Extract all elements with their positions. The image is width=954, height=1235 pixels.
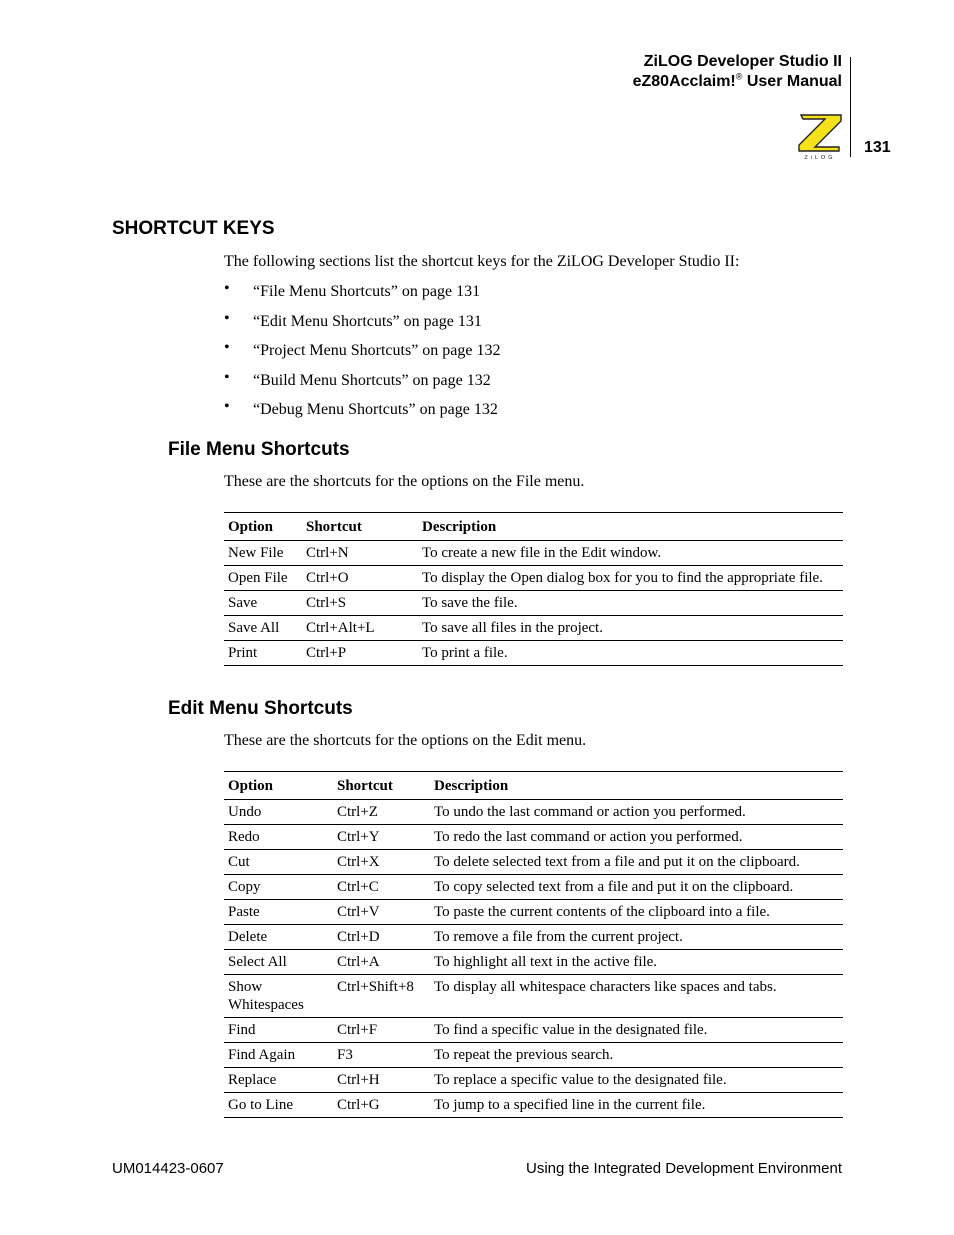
column-header: Option [224,513,302,541]
shortcut-cell: Ctrl+A [333,950,430,975]
option-cell: Find [224,1018,333,1043]
shortcut-cell: Ctrl+X [333,850,430,875]
list-item[interactable]: • “Debug Menu Shortcuts” on page 132 [224,398,498,419]
bullet-icon: • [224,339,230,357]
description-cell: To jump to a specified line in the current file. [430,1093,843,1118]
option-cell: Save All [224,616,302,641]
document-header [633,52,842,92]
list-item[interactable]: • “File Menu Shortcuts” on page 131 [224,280,481,300]
list-item[interactable]: • “Edit Menu Shortcuts” on page 131 [224,309,482,330]
header-product-title: ZiLOG Developer Studio II [643,53,842,70]
option-cell: Find Again [224,1043,333,1068]
page-number: 131 [864,139,891,156]
shortcut-cell: Ctrl+S [302,591,418,616]
section-intro: The following sections list the shortcut keys for the ZiLOG Developer Studio II: [224,253,740,270]
description-cell: To undo the last command or action you performed. [430,800,843,825]
option-cell: Save [224,591,302,616]
option-cell: Go to Line [224,1093,333,1118]
list-item[interactable]: • “Build Menu Shortcuts” on page 132 [224,368,491,389]
shortcut-cell: Ctrl+G [333,1093,430,1118]
description-cell: To highlight all text in the active file. [430,950,843,975]
option-cell: Delete [224,925,333,950]
shortcut-cell: Ctrl+P [302,641,418,666]
table-row [224,566,843,591]
column-header: Description [430,772,843,800]
table-row [224,850,843,875]
description-cell: To delete selected text from a file and put it on the clipboard. [430,850,843,875]
option-cell: New File [224,541,302,566]
edit-menu-table [224,771,843,1118]
file-menu-heading: File Menu Shortcuts [168,439,350,460]
description-cell: To display the Open dialog box for you to find the appropriate file. [418,566,843,591]
header-divider [850,57,851,157]
description-cell: To redo the last command or action you performed. [430,825,843,850]
header-manual-title: eZ80Acclaim!® User Manual [632,71,842,90]
option-cell: Show Whitespaces [224,975,333,1018]
shortcut-cell: F3 [333,1043,430,1068]
shortcut-cell: Ctrl+Z [333,800,430,825]
shortcut-cell: Ctrl+F [333,1018,430,1043]
column-header: Shortcut [333,772,430,800]
section-title: SHORTCUT KEYS [112,218,275,239]
description-cell: To repeat the previous search. [430,1043,843,1068]
zilog-logo-icon [795,113,845,161]
shortcut-cell: Ctrl+D [333,925,430,950]
table-row [224,591,843,616]
bullet-icon: • [224,398,230,416]
option-cell: Undo [224,800,333,825]
table-header-row [224,513,843,541]
option-cell: Copy [224,875,333,900]
description-cell: To save all files in the project. [418,616,843,641]
description-cell: To paste the current contents of the clipboard into a file. [430,900,843,925]
description-cell: To save the file. [418,591,843,616]
column-header: Description [418,513,843,541]
column-header: Shortcut [302,513,418,541]
edit-menu-heading: Edit Menu Shortcuts [168,698,353,719]
file-menu-table [224,512,843,666]
shortcut-cell: Ctrl+C [333,875,430,900]
table-row [224,900,843,925]
shortcut-cell: Ctrl+H [333,1068,430,1093]
bullet-icon: • [224,309,230,327]
option-cell: Paste [224,900,333,925]
table-row [224,800,843,825]
description-cell: To create a new file in the Edit window. [418,541,843,566]
option-cell: Open File [224,566,302,591]
table-header-row [224,772,843,800]
table-row [224,950,843,975]
table-row [224,1068,843,1093]
shortcut-section-list [224,281,501,429]
column-header: Option [224,772,333,800]
option-cell: Redo [224,825,333,850]
option-cell: Select All [224,950,333,975]
table-row [224,1043,843,1068]
table-row [224,825,843,850]
table-row [224,641,843,666]
description-cell: To replace a specific value to the designated file. [430,1068,843,1093]
chapter-title: Using the Integrated Development Environment [525,1160,842,1177]
edit-menu-intro: These are the shortcuts for the options on the Edit menu. [224,732,587,749]
description-cell: To print a file. [418,641,843,666]
description-cell: To find a specific value in the designated file. [430,1018,843,1043]
table-row [224,975,843,1018]
option-cell: Print [224,641,302,666]
table-row [224,1093,843,1118]
table-row [224,1018,843,1043]
file-menu-intro: These are the shortcuts for the options on the File menu. [224,473,585,490]
shortcut-cell: Ctrl+V [333,900,430,925]
shortcut-cell: Ctrl+O [302,566,418,591]
table-row [224,925,843,950]
option-cell: Replace [224,1068,333,1093]
bullet-icon: • [224,368,230,386]
document-id: UM014423-0607 [112,1160,224,1177]
description-cell: To display all whitespace characters like spaces and tabs. [430,975,843,1018]
shortcut-cell: Ctrl+Shift+8 [333,975,430,1018]
description-cell: To copy selected text from a file and put it on the clipboard. [430,875,843,900]
shortcut-cell: Ctrl+N [302,541,418,566]
bullet-icon: • [224,280,230,297]
description-cell: To remove a file from the current project. [430,925,843,950]
table-row [224,616,843,641]
list-item[interactable]: • “Project Menu Shortcuts” on page 132 [224,339,501,360]
svg-text:ZiLOG: ZiLOG [804,155,836,161]
shortcut-cell: Ctrl+Y [333,825,430,850]
table-row [224,541,843,566]
option-cell: Cut [224,850,333,875]
shortcut-cell: Ctrl+Alt+L [302,616,418,641]
table-row [224,875,843,900]
